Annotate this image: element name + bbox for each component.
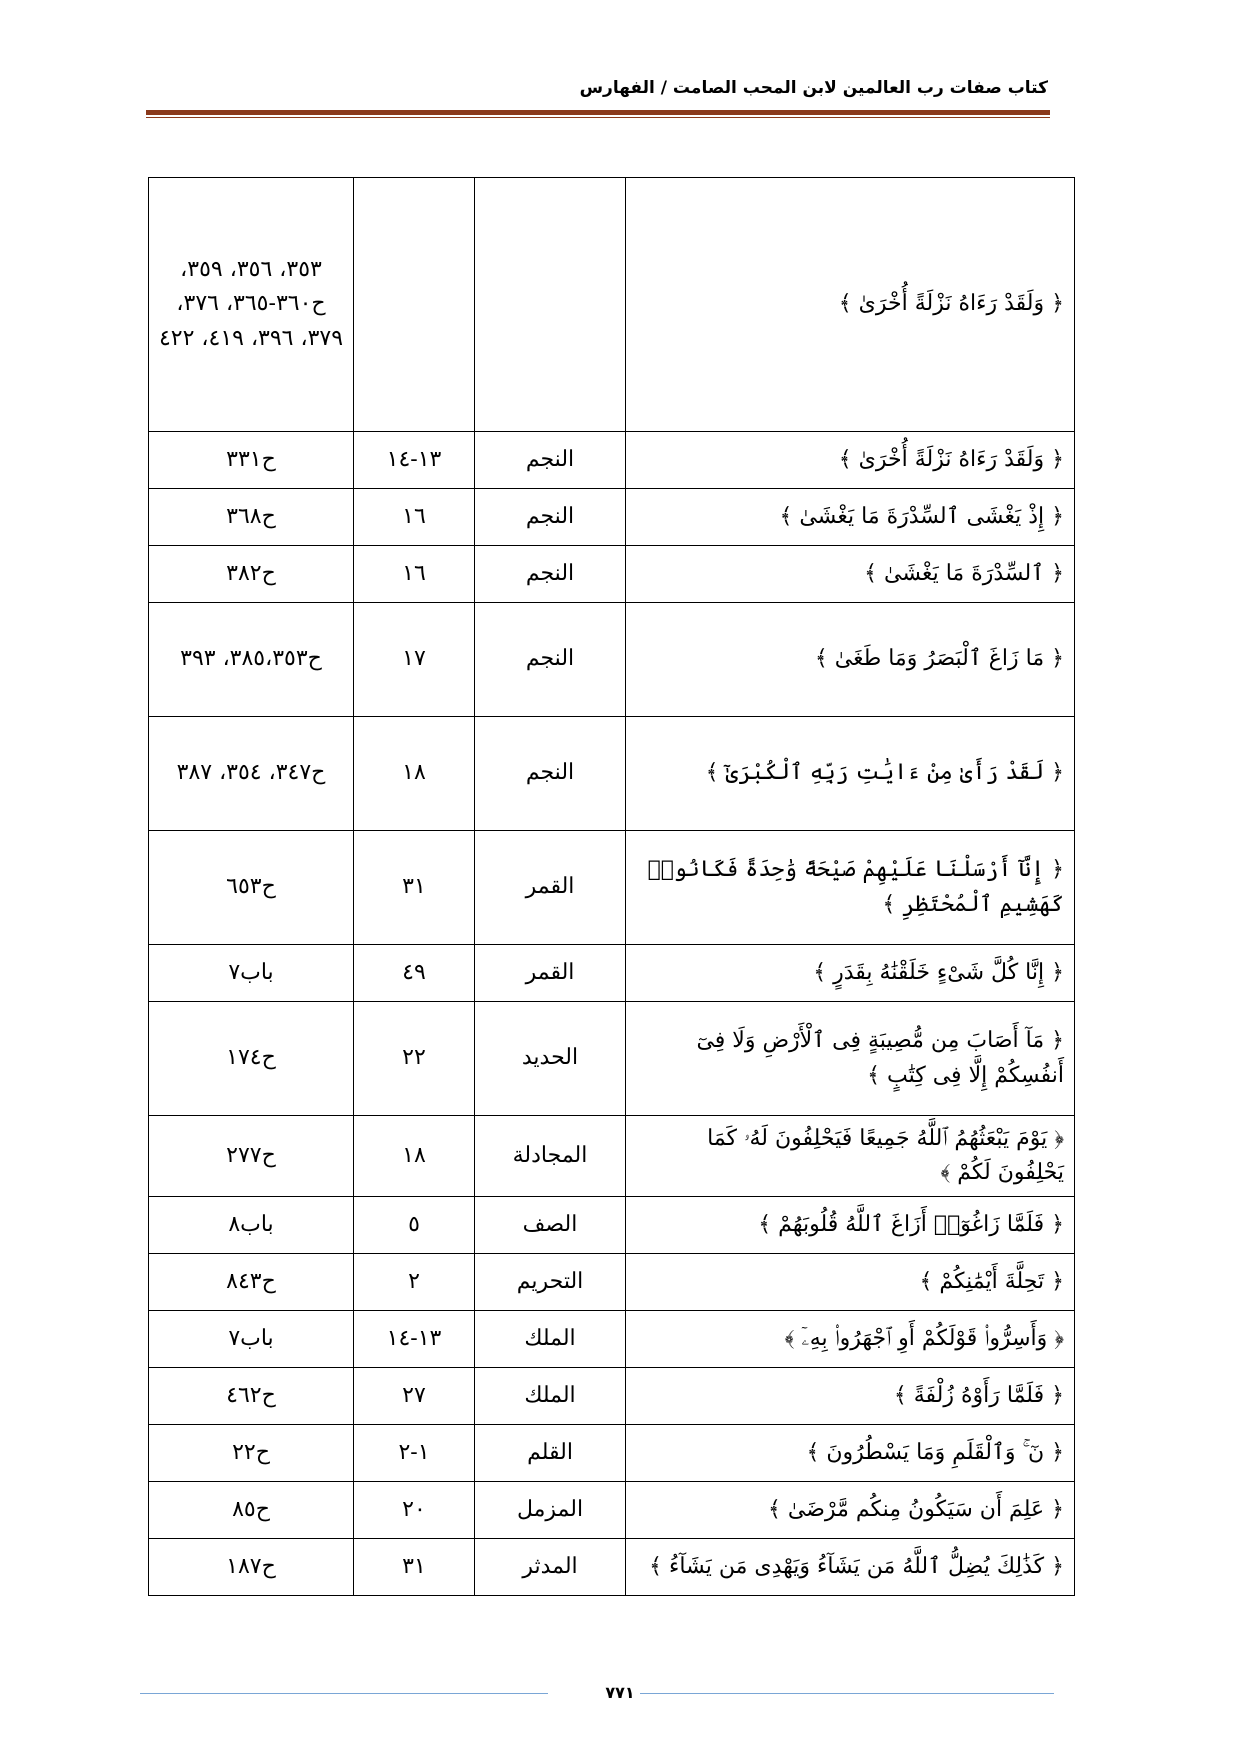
- table-row: [149, 1482, 1075, 1539]
- ayah-cell: ٣١: [354, 1539, 475, 1596]
- surah-cell: القمر: [475, 831, 626, 945]
- pages-cell: باب٧: [149, 945, 354, 1002]
- ayah-cell: ١٣-١٤: [354, 1311, 475, 1368]
- table-row: [149, 1425, 1075, 1482]
- header-title: كتاب صفات رب العالمين لابن المحب الصامت / الفهارس: [579, 78, 1048, 98]
- pages-cell: ح٣٤٧، ٣٥٤، ٣٨٧: [149, 717, 354, 831]
- surah-cell: النجم: [475, 717, 626, 831]
- ayah-cell: ٢٠: [354, 1482, 475, 1539]
- pages-cell: ح٨٤٣: [149, 1254, 354, 1311]
- pages-cell: ح٣٨٢: [149, 546, 354, 603]
- verse-cell: ﴿ يَوْمَ يَبْعَثُهُمُ ٱللَّهُ جَمِيعًا فَيَحْلِفُونَ لَهُۥ كَمَا يَحْلِفُونَ لَكُمْ ﴾: [626, 1116, 1075, 1197]
- ayah-cell: ٤٩: [354, 945, 475, 1002]
- table-row: [149, 1197, 1075, 1254]
- table-row: [149, 178, 1075, 432]
- ayah-cell: ١٣-١٤: [354, 432, 475, 489]
- surah-cell: النجم: [475, 603, 626, 717]
- table-row: [149, 1368, 1075, 1425]
- pages-cell: ح٢٢: [149, 1425, 354, 1482]
- verse-cell: ﴿ فَلَمَّا رَأَوْهُ زُلْفَةً ﴾: [626, 1368, 1075, 1425]
- pages-cell: ح٣٨٥،٣٥٣، ٣٩٣: [149, 603, 354, 717]
- pages-cell: ح٦٥٣: [149, 831, 354, 945]
- table-row: [149, 1311, 1075, 1368]
- table-row: [149, 1539, 1075, 1596]
- ayah-cell: ٣١: [354, 831, 475, 945]
- verse-cell: ﴿ وَلَقَدْ رَءَاهُ نَزْلَةً أُخْرَىٰ ﴾: [626, 178, 1075, 432]
- table-row: [149, 831, 1075, 945]
- pages-cell: باب٨: [149, 1197, 354, 1254]
- pages-cell: ح٤٦٢: [149, 1368, 354, 1425]
- verse-index-table: [148, 177, 1075, 1596]
- surah-cell: [475, 178, 626, 432]
- pages-cell: باب٧: [149, 1311, 354, 1368]
- verse-cell: ﴿ ٱلسِّدْرَةَ مَا يَغْشَىٰ ﴾: [626, 546, 1075, 603]
- table-row: [149, 717, 1075, 831]
- header-rule-thin: [146, 117, 1050, 118]
- surah-cell: التحريم: [475, 1254, 626, 1311]
- table-row: [149, 1002, 1075, 1116]
- verse-cell: ﴿ إِنَّآ أَرْسَلْنَا عَلَيْهِمْ صَيْحَةً وَٰحِدَةً فَكَانُوا۟ كَهَشِيمِ ٱلْمُحْتَظِرِ ﴾: [626, 831, 1075, 945]
- verse-cell: ﴿ مَا زَاغَ ٱلْبَصَرُ وَمَا طَغَىٰ ﴾: [626, 603, 1075, 717]
- verse-cell: ﴿ لَقَدْ رَأَىٰ مِنْ ءَايَٰتِ رَبِّهِ ٱلْكُبْرَىٰٓ ﴾: [626, 717, 1075, 831]
- ayah-cell: ٢: [354, 1254, 475, 1311]
- surah-cell: المدثر: [475, 1539, 626, 1596]
- surah-cell: النجم: [475, 489, 626, 546]
- table-row: [149, 546, 1075, 603]
- header-rule: [146, 110, 1050, 115]
- surah-cell: النجم: [475, 432, 626, 489]
- surah-cell: الحديد: [475, 1002, 626, 1116]
- surah-cell: القلم: [475, 1425, 626, 1482]
- verse-cell: ﴿ مَآ أَصَابَ مِن مُّصِيبَةٍ فِى ٱلْأَرْضِ وَلَا فِىٓ أَنفُسِكُمْ إِلَّا فِى كِتَٰبٍ ﴾: [626, 1002, 1075, 1116]
- ayah-cell: ١-٢: [354, 1425, 475, 1482]
- table-row: [149, 603, 1075, 717]
- table-row: [149, 489, 1075, 546]
- verse-cell: ﴿ وَأَسِرُّوا۟ قَوْلَكُمْ أَوِ ٱجْهَرُوا۟ بِهِۦٓ ﴾: [626, 1311, 1075, 1368]
- ayah-cell: ٢٢: [354, 1002, 475, 1116]
- verse-cell: ﴿ تَحِلَّةَ أَيْمَٰنِكُمْ ﴾: [626, 1254, 1075, 1311]
- verse-cell: ﴿ فَلَمَّا زَاغُوٓا۟ أَزَاغَ ٱللَّهُ قُلُوبَهُمْ ﴾: [626, 1197, 1075, 1254]
- ayah-cell: ١٦: [354, 489, 475, 546]
- table-row: [149, 1116, 1075, 1197]
- surah-cell: الملك: [475, 1368, 626, 1425]
- verse-cell: ﴿ نٓ ۚ وَٱلْقَلَمِ وَمَا يَسْطُرُونَ ﴾: [626, 1425, 1075, 1482]
- pages-cell: ح٢٧٧: [149, 1116, 354, 1197]
- surah-cell: الصف: [475, 1197, 626, 1254]
- verse-cell: ﴿ وَلَقَدْ رَءَاهُ نَزْلَةً أُخْرَىٰ ﴾: [626, 432, 1075, 489]
- surah-cell: المجادلة: [475, 1116, 626, 1197]
- surah-cell: المزمل: [475, 1482, 626, 1539]
- surah-cell: النجم: [475, 546, 626, 603]
- pages-cell: ح٣٣١: [149, 432, 354, 489]
- surah-cell: الملك: [475, 1311, 626, 1368]
- table-row: [149, 945, 1075, 1002]
- pages-cell: ح١٨٧: [149, 1539, 354, 1596]
- ayah-cell: ١٦: [354, 546, 475, 603]
- surah-cell: القمر: [475, 945, 626, 1002]
- ayah-cell: ٥: [354, 1197, 475, 1254]
- verse-cell: ﴿ عَلِمَ أَن سَيَكُونُ مِنكُم مَّرْضَىٰ ﴾: [626, 1482, 1075, 1539]
- pages-cell: ٣٥٣، ٣٥٦، ٣٥٩، ح٣٦٠-٣٦٥، ٣٧٦، ٣٧٩، ٣٩٦، ٤١٩، ٤٢٢: [149, 178, 354, 432]
- verse-cell: ﴿ كَذَٰلِكَ يُضِلُّ ٱللَّهُ مَن يَشَآءُ وَيَهْدِى مَن يَشَآءُ ﴾: [626, 1539, 1075, 1596]
- ayah-cell: ١٨: [354, 717, 475, 831]
- page-number: ٧٧١: [605, 1683, 635, 1702]
- ayah-cell: ١٧: [354, 603, 475, 717]
- ayah-cell: [354, 178, 475, 432]
- table-row: [149, 1254, 1075, 1311]
- verse-cell: ﴿ إِذْ يَغْشَى ٱلسِّدْرَةَ مَا يَغْشَىٰ ﴾: [626, 489, 1075, 546]
- pages-cell: ح١٧٤: [149, 1002, 354, 1116]
- pages-cell: ح٣٦٨: [149, 489, 354, 546]
- pages-cell: ح٨٥: [149, 1482, 354, 1539]
- ayah-cell: ١٨: [354, 1116, 475, 1197]
- ayah-cell: ٢٧: [354, 1368, 475, 1425]
- table-row: [149, 432, 1075, 489]
- verse-cell: ﴿ إِنَّا كُلَّ شَىْءٍ خَلَقْنَٰهُ بِقَدَرٍ ﴾: [626, 945, 1075, 1002]
